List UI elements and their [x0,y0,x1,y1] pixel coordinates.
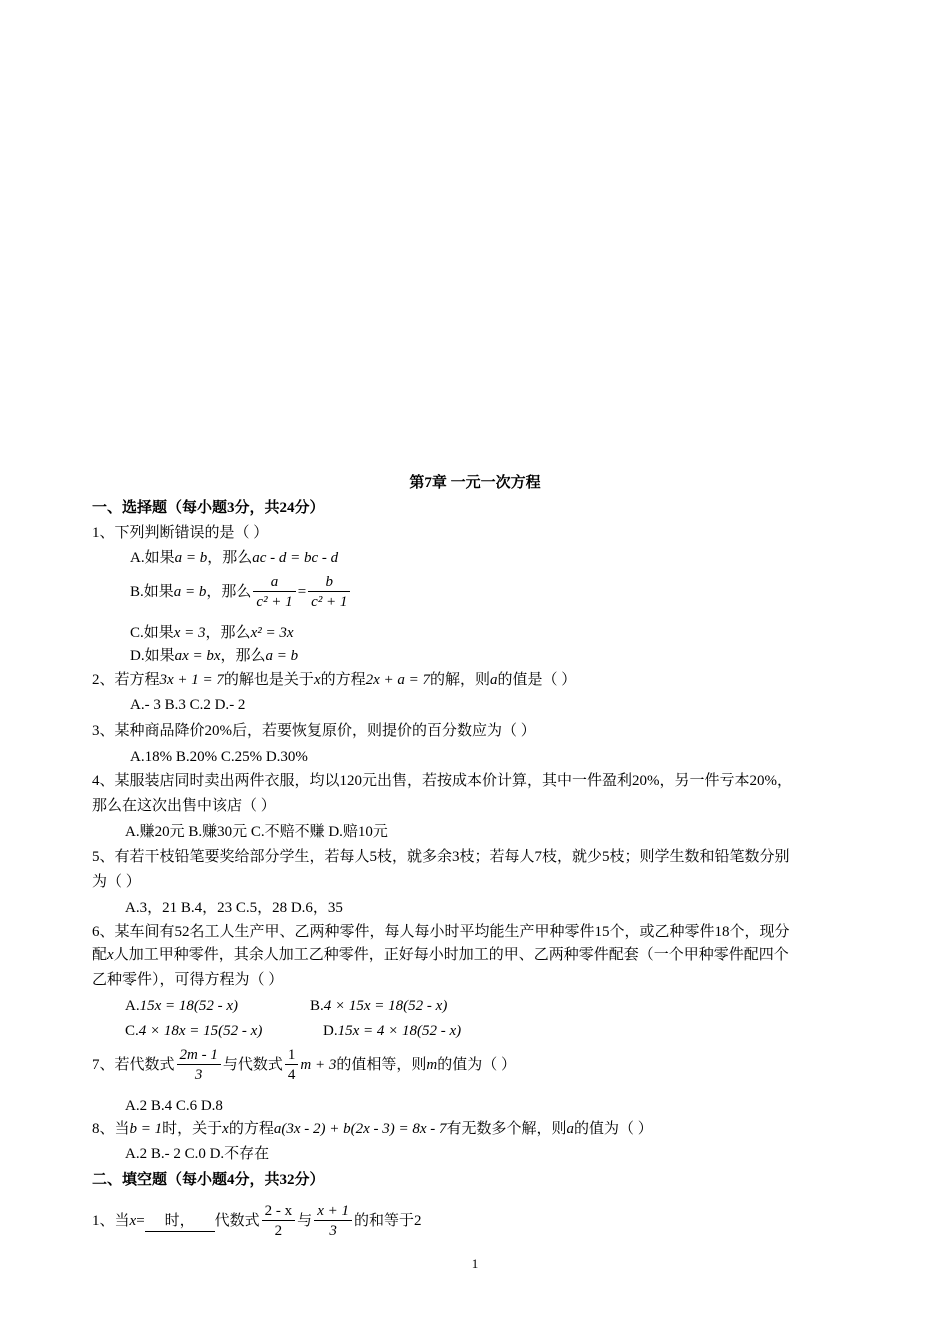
question-4-stem-line-1: 4、某服装店同时卖出两件衣服，均以120元出售，若按成本价计算，其中一件盈利20%，另一件亏本20%， [92,773,792,789]
fraction [262,1202,296,1241]
math-expression: 15x = 4 × 18(52 - x) [337,1023,462,1039]
math-expression: m [426,1056,438,1073]
question-1-stem: 1、下列判断错误的是（ ） [92,525,269,541]
math-expression: ac - d = bc - d [252,550,339,566]
stem-text: 人加工甲种零件，其余人加工乙种零件，正好每小时加工的甲、乙两种零件配套（一个甲种零件配四个 [113,947,789,963]
math-expression: 2x + a = 7 [365,672,431,688]
math-expression: a [566,1121,575,1137]
equals-sign: = [297,583,307,600]
question-4-stem-line-2: 那么在这次出售中该店（ ） [92,798,276,814]
stem-text: 的方程 [320,672,366,688]
option-label: B. [310,998,324,1014]
option-text: ，那么 [206,583,252,600]
section-2-heading: 二、填空题（每小题4分，共32分） [92,1172,325,1188]
math-expression: - 3 [144,697,161,713]
stem-text: 的方程 [228,1121,274,1137]
math-expression: 3x + 1 = 7 [159,672,224,688]
fraction [177,1046,221,1085]
math-expression: m + 3 [300,1056,337,1073]
question-1-option-a [130,548,338,568]
math-expression: x [222,1121,229,1137]
option-text: B.3 C.2 D. [160,697,230,713]
answer-blank[interactable]: 时， [145,1211,215,1232]
question-6-option-c [125,1021,262,1041]
math-expression: x² = 3x [250,625,294,641]
math-expression: 15x = 18(52 - x) [139,998,239,1014]
question-5-options: A.3，21 B.4，23 C.5，28 D.6，35 [125,900,343,916]
page-number: 1 [471,1256,479,1271]
stem-text: 时，关于 [162,1121,223,1137]
question-4-options: A.赚20元 B.赚30元 C.不赔不赚 D.赔10元 [125,824,388,840]
question-6-option-d [323,1021,461,1041]
option-text: A. [130,697,145,713]
option-text: ，那么 [220,648,266,664]
question-3-options: A.18% B.20% C.25% D.30% [130,749,308,765]
fraction [253,573,295,612]
question-7-options: A.2 B.4 C.6 D.8 [125,1098,223,1114]
stem-text: 8、当 [92,1121,130,1137]
option-label: C. [125,1023,139,1039]
option-text: D.如果 [130,648,175,664]
question-6-option-a [125,996,238,1016]
fraction-denominator: 3 [194,1067,203,1083]
math-expression: x [313,672,321,688]
stem-text: 1、当 [92,1212,130,1229]
stem-text: 代数式 [214,1212,260,1229]
fraction-numerator: a [253,573,295,592]
fraction-numerator: x + 1 [314,1202,352,1221]
option-text: A.2 B. [125,1146,165,1162]
question-7-stem [92,1046,516,1085]
question-6-stem-line-3: 乙种零件），可得方程为（ ） [92,972,284,988]
fraction-denominator: c² + 1 [311,594,348,610]
stem-text: 配 [92,947,108,963]
math-expression: a(3x - 2) + b(2x - 3) = 8x - 7 [273,1121,447,1137]
option-text: C.如果 [130,625,174,641]
question-6-option-b [310,996,447,1016]
stem-text: 7、若代数式 [92,1056,175,1073]
fraction-numerator: 2 - x [262,1202,296,1221]
option-text: ，那么 [207,550,253,566]
option-text: B.如果 [130,583,174,600]
question-5-stem-line-2: 为（ ） [92,874,141,890]
fraction-denominator: c² + 1 [256,594,293,610]
fraction-numerator: 2m - 1 [177,1046,221,1065]
question-2-options [130,695,245,715]
stem-text: 的值相等，则 [336,1056,427,1073]
stem-text: 的值为（ ） [437,1056,516,1073]
math-expression: 4 × 18x = 15(52 - x) [138,1023,263,1039]
fraction-denominator: 4 [287,1067,296,1083]
option-label: A. [125,998,140,1014]
document-title: 第7章 一元一次方程 [409,475,541,491]
math-expression: b = 1 [129,1121,163,1137]
fraction [314,1202,352,1241]
math-expression: a = b [173,583,207,600]
question-3-stem: 3、某种商品降价20%后，若要恢复原价，则提价的百分数应为（ ） [92,723,536,739]
stem-text: 的解也是关于 [223,672,314,688]
question-2-stem [92,670,576,690]
option-label: D. [323,1023,338,1039]
question-1-option-b [130,573,352,612]
question-1-option-c [130,623,294,643]
fraction-numerator: b [308,573,350,592]
stem-text: 与 [297,1212,313,1229]
stem-text: 的值是（ ） [497,672,577,688]
stem-text: 的和等于2 [353,1212,422,1229]
question-5-stem-line-1: 5、有若干枝铅笔要奖给部分学生，若每人5枝，就多余3枝；若每人7枝，就少5枝；则学生数和铅笔数分别 [92,849,790,865]
section-1-heading: 一、选择题（每小题3分，共24分） [92,500,325,516]
math-expression: a [490,672,498,688]
math-expression: x = 3 [173,625,206,641]
math-expression: 4 × 15x = 18(52 - x) [323,998,448,1014]
fraction-numerator: 1 [285,1046,299,1065]
question-1-option-d [130,646,298,666]
math-expression: ax = bx [174,648,221,664]
question-6-stem-line-2 [92,945,789,965]
question-8-stem [92,1119,653,1139]
stem-text: 的解，则 [430,672,491,688]
math-expression: - 2 [164,1146,181,1162]
stem-text: 与代数式 [222,1056,283,1073]
question-8-options [125,1144,269,1164]
stem-text: 的值为（ ） [574,1121,653,1137]
fraction [285,1046,299,1085]
fraction-denominator: 2 [274,1223,283,1239]
math-expression: x [129,1212,137,1229]
fraction-denominator: 3 [329,1223,337,1239]
math-expression: a = b [174,550,208,566]
math-expression: x [107,947,114,963]
math-expression: a = b [265,648,299,664]
stem-text: = [136,1212,145,1229]
fraction [308,573,350,612]
option-text: ，那么 [205,625,251,641]
option-text: A.如果 [130,550,175,566]
stem-text: 2、若方程 [92,672,160,688]
math-expression: - 2 [229,697,246,713]
fill-question-1 [92,1202,421,1241]
question-6-stem-line-1: 6、某车间有52名工人生产甲、乙两种零件，每人每小时平均能生产甲种零件15个，或乙种零件18个，现分 [92,924,790,940]
option-text: C.0 D.不存在 [180,1146,270,1162]
stem-text: 有无数多个解，则 [446,1121,567,1137]
